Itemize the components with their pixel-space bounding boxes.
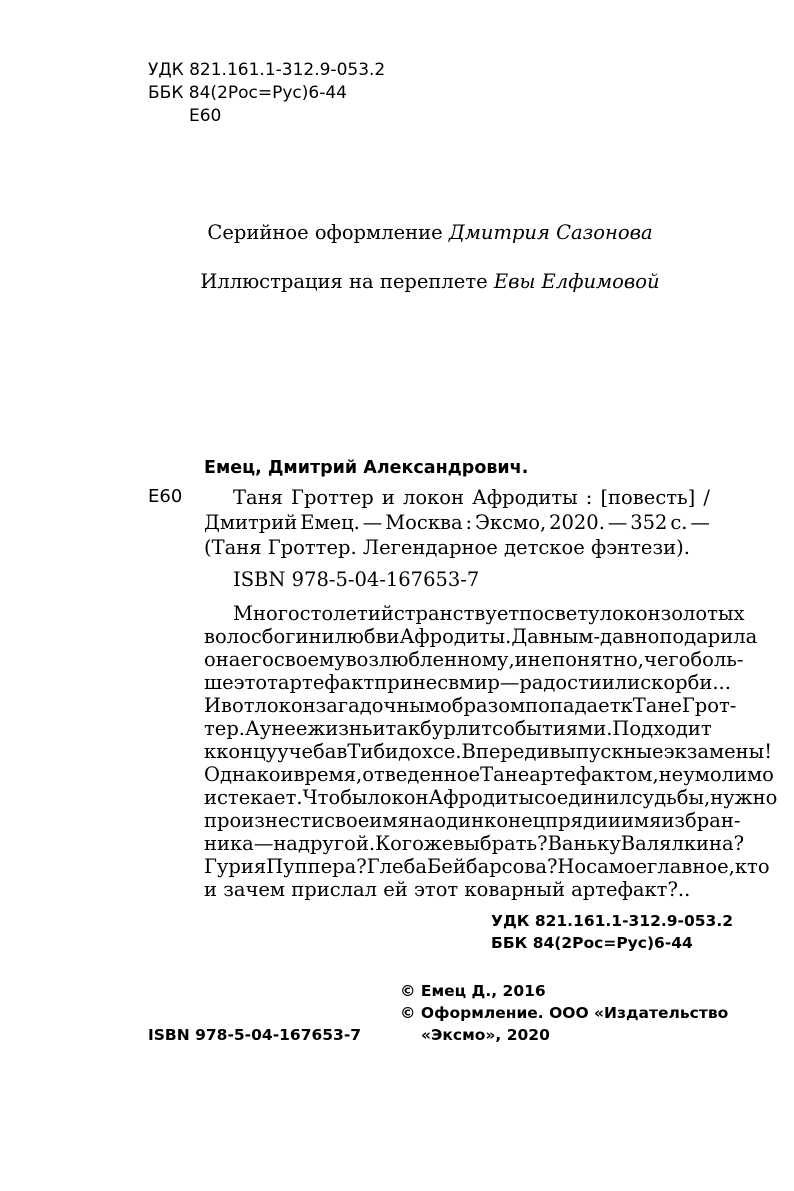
bibliographic-word: Гроттер <box>291 486 374 509</box>
annotation-word: богини <box>261 625 335 648</box>
annotation-word: и <box>372 717 386 740</box>
annotation-word: и <box>514 648 528 671</box>
bibliographic-isbn: ISBN 978-5-04-167653-7 <box>233 568 480 591</box>
annotation-word: неумолимо <box>658 763 774 786</box>
annotation-word: Глеба <box>366 855 427 878</box>
annotation-word: имя <box>620 809 662 832</box>
header-udk: УДК 821.161.1-312.9-053.2 <box>148 60 386 80</box>
annotation-word: свое <box>324 809 370 832</box>
annotation-word: А <box>245 717 260 740</box>
annotation-word: странствует <box>393 602 520 625</box>
annotation-word: локон <box>599 602 661 625</box>
annotation-word: в <box>448 671 460 694</box>
annotation-word: Пуппера? <box>266 855 367 878</box>
annotation-word: в <box>336 740 348 763</box>
annotation-word: так <box>385 717 421 740</box>
annotation-word: ше <box>204 671 234 694</box>
annotation-word: столетий <box>299 602 394 625</box>
annotation-word: нужно <box>710 786 778 809</box>
annotation-word: образом <box>440 694 526 717</box>
annotation-word: у <box>259 717 272 740</box>
annotation-word: событиями. <box>492 717 613 740</box>
bibliographic-word: Таня <box>233 486 283 509</box>
annotation-word: непонятно, <box>527 648 644 671</box>
annotation-word: истекает. <box>204 786 303 809</box>
annotation-word: локон <box>254 694 316 717</box>
annotation-word: Афродиты. <box>399 625 512 648</box>
bibliographic-word: — <box>690 511 710 534</box>
bibliographic-word: — <box>607 511 628 534</box>
annotation-word: Давным-давно <box>511 625 660 648</box>
annotation-word: принес <box>374 671 449 694</box>
annotation-word: Тане <box>632 694 682 717</box>
bibliographic-word: и <box>381 486 395 509</box>
annotation-word: Бейбарсова? <box>426 855 558 878</box>
series-designer-name: Дмитрия Сазонова <box>448 221 653 244</box>
classification-bbk: ББК 84(2Рос=Рус)6-44 <box>491 934 693 952</box>
annotation-word: на <box>409 809 435 832</box>
annotation-line <box>204 740 773 763</box>
bibliographic-word: с. <box>670 511 688 534</box>
annotation-word: своему <box>273 648 346 671</box>
bibliographic-word: [повесть] <box>600 486 696 509</box>
bibliographic-word: локон <box>402 486 465 509</box>
bibliographic-word: / <box>703 486 710 509</box>
bibliographic-word: : <box>585 486 593 509</box>
bibliographic-word: 2020. <box>549 511 605 534</box>
annotation-word: попадает <box>525 694 621 717</box>
bibliographic-code: Е60 <box>148 486 183 507</box>
annotation-word: пряди <box>545 809 608 832</box>
annotation-word: к <box>620 694 633 717</box>
annotation-line <box>204 648 744 671</box>
illustrator-name: Евы Елфимовой <box>493 270 660 293</box>
annotation-word: подарила <box>659 625 758 648</box>
illustration-prefix: Иллюстрация на переплете <box>200 270 494 293</box>
annotation-word: Грот- <box>681 694 737 717</box>
annotation-line <box>204 786 778 809</box>
annotation-word: артефактом, <box>529 763 659 786</box>
series-design-credit <box>0 221 794 244</box>
annotation-word: время, <box>293 763 363 786</box>
annotation-word: судьбы, <box>631 786 711 809</box>
illustration-credit <box>0 270 794 293</box>
annotation-word: экзамены! <box>663 740 773 763</box>
annotation-word: Гурия <box>204 855 267 878</box>
bibliographic-word: Дмитрий <box>204 511 298 534</box>
annotation-word: этот <box>233 671 278 694</box>
header-code: Е60 <box>189 106 222 126</box>
annotation-word: избран- <box>661 809 741 832</box>
annotation-word: Кого <box>375 832 424 855</box>
annotation-word: нее <box>271 717 308 740</box>
annotation-word: концу <box>216 740 278 763</box>
annotation-word: артефакт <box>277 671 375 694</box>
annotation-word: имя <box>369 809 410 832</box>
annotation-word: выпускные <box>549 740 664 763</box>
annotation-word: Тибидохсе. <box>347 740 462 763</box>
annotation-word: она <box>204 648 241 671</box>
annotation-word: Ваньку <box>547 832 621 855</box>
annotation-line <box>204 855 770 878</box>
annotation-word: возлюбленному, <box>345 648 515 671</box>
annotation-word: И <box>204 694 222 717</box>
annotation-word: свету <box>543 602 600 625</box>
annotation-line <box>233 602 745 625</box>
annotation-word: Много <box>233 602 300 625</box>
annotation-word: на <box>273 832 298 855</box>
bibliographic-word: Емец. <box>300 511 360 534</box>
annotation-word: самое <box>586 855 648 878</box>
annotation-word: и <box>607 809 621 832</box>
bibliographic-word: Афродиты <box>472 486 578 509</box>
annotation-word: ника <box>204 832 254 855</box>
annotation-line <box>204 625 758 648</box>
annotation-word: Тане <box>480 763 530 786</box>
annotation-word: один <box>434 809 485 832</box>
bibliographic-word: — <box>362 511 383 534</box>
annotation-word: и <box>280 763 294 786</box>
copyright-author: © Емец Д., 2016 <box>400 982 546 1000</box>
annotation-word: произнести <box>204 809 325 832</box>
annotation-word: главное, <box>647 855 735 878</box>
annotation-word: скорби... <box>640 671 731 694</box>
annotation-word: локон <box>367 786 429 809</box>
series-design-prefix: Серийное оформление <box>207 221 449 244</box>
classification-udk: УДК 821.161.1-312.9-053.2 <box>491 912 734 930</box>
annotation-word: его <box>240 648 274 671</box>
annotation-word: по <box>519 602 544 625</box>
annotation-word: боль- <box>690 648 744 671</box>
annotation-line <box>204 809 741 832</box>
annotation-word: Валялкина? <box>620 832 745 855</box>
annotation-word: Подходит <box>612 717 712 740</box>
annotation-word: Чтобы <box>302 786 368 809</box>
annotation-line <box>204 763 774 786</box>
annotation-line <box>204 717 710 740</box>
annotation-word: Но <box>557 855 587 878</box>
bibliographic-word: : <box>465 511 473 534</box>
copyright-design: © Оформление. ООО «Издательство <box>400 1004 729 1022</box>
annotation-word: же <box>423 832 454 855</box>
annotation-word: жизнь <box>307 717 373 740</box>
header-bbk: ББК 84(2Рос=Рус)6-44 <box>148 83 347 103</box>
annotation-word: — <box>253 832 274 855</box>
bibliographic-word: Эксмо, <box>475 511 547 534</box>
annotation-last-line: и зачем прислал ей этот коварный артефакт?.. <box>204 878 691 901</box>
annotation-line <box>204 694 737 717</box>
annotation-word: конец <box>484 809 546 832</box>
annotation-word: мир <box>459 671 500 694</box>
annotation-word: или <box>601 671 641 694</box>
annotation-word: Однако <box>204 763 281 786</box>
annotation-word: к <box>204 740 217 763</box>
annotation-word: отведенное <box>362 763 481 786</box>
annotation-line <box>204 832 745 855</box>
author-heading: Емец, Дмитрий Александрович. <box>204 458 529 478</box>
annotation-word: Впереди <box>461 740 550 763</box>
annotation-word: соединил <box>534 786 632 809</box>
annotation-word: золотых <box>660 602 745 625</box>
annotation-word: радости <box>519 671 602 694</box>
annotation-word: чего <box>643 648 691 671</box>
annotation-word: кто <box>734 855 770 878</box>
annotation-word: загадочным <box>315 694 441 717</box>
annotation-word: выбрать? <box>453 832 548 855</box>
annotation-word: вот <box>221 694 255 717</box>
annotation-word: бурлит <box>420 717 493 740</box>
annotation-word: — <box>499 671 520 694</box>
copyright-publisher: «Эксмо», 2020 <box>421 1026 550 1044</box>
annotation-word: учеба <box>277 740 337 763</box>
annotation-word: тер. <box>204 717 246 740</box>
annotation-word: волос <box>204 625 262 648</box>
bibliographic-line <box>204 511 710 534</box>
isbn-bottom: ISBN 978-5-04-167653-7 <box>148 1026 362 1044</box>
bibliographic-word: Москва <box>385 511 463 534</box>
annotation-line <box>204 671 731 694</box>
annotation-word: Афродиты <box>428 786 535 809</box>
annotation-word: любви <box>334 625 400 648</box>
bibliographic-line <box>233 486 710 509</box>
bibliographic-word: 352 <box>630 511 668 534</box>
annotation-word: другой. <box>297 832 376 855</box>
bibliographic-series-line: (Таня Гроттер. Легендарное детское фэнтези). <box>204 536 690 559</box>
